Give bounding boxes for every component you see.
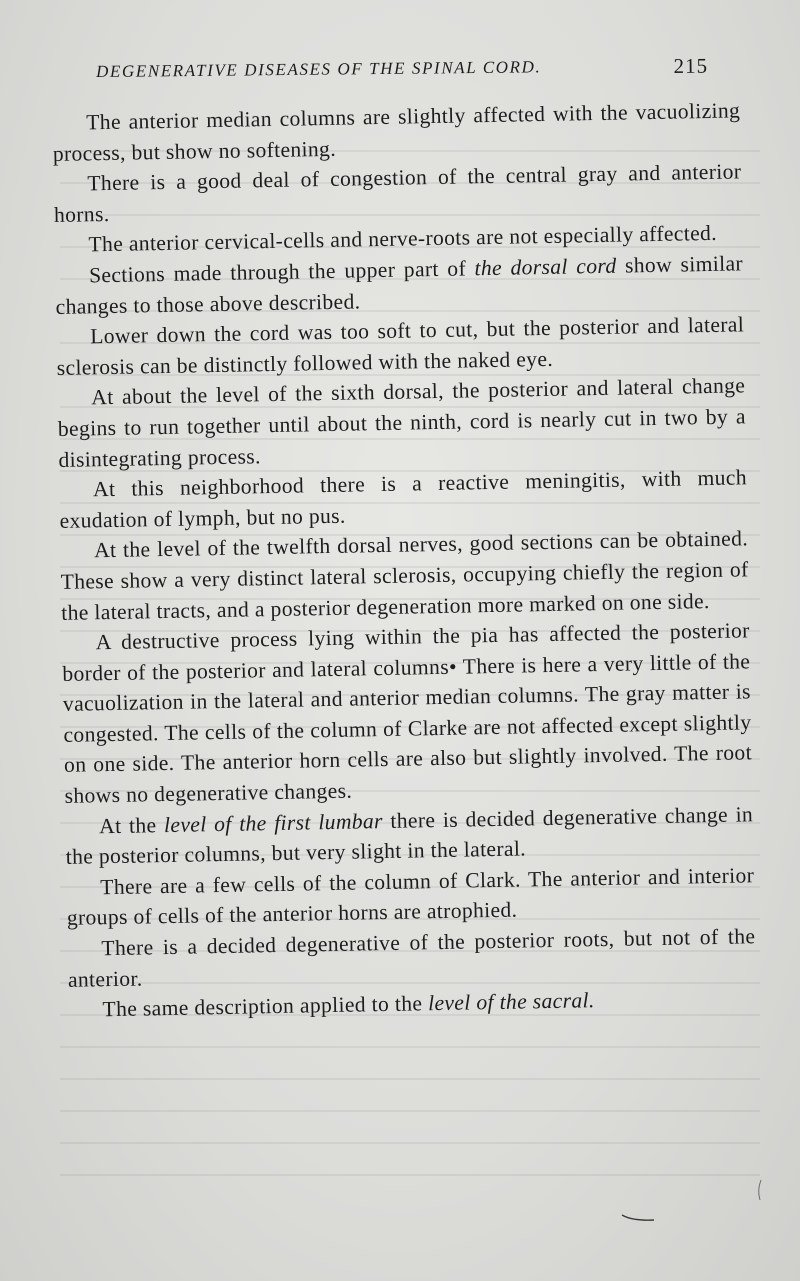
paragraph-10-after: there is decided degenerative change in the posterior columns, but very slight in the lateral.: [65, 801, 754, 870]
paragraph-4-after: show similar changes to those above described.: [55, 251, 744, 319]
paragraph-9: A destructive process lying within the pia has affected the posterior border of the posterior and lateral columns• There is here a very little of the vacuolization in the lateral and anterior median columns. The gray matter is congested. The cells of the column of Clarke are not affected except slightly on one side. The anterior horn cells are also but slightly involved. The root shows no degenerative changes.: [62, 618, 753, 808]
paragraph-6: At about the level of the sixth dorsal, the posterior and lateral change begins to run together until about the ninth, cord is nearly cut in two by a disintegrating process.: [57, 373, 746, 472]
pencil-mark: [620, 1212, 656, 1224]
paragraph-7: At this neighborhood there is a reactive meningitis, with much exudation of lymph, but no pus.: [59, 465, 748, 533]
page-header: [96, 53, 716, 82]
paragraph-1: The anterior median columns are slightly affected with the vacuolizing process, but show no softening.: [52, 98, 741, 166]
paragraph-4-italic: the dorsal cord: [474, 253, 617, 281]
paragraph-3: The anterior cervical-cells and nerve-roots are not especially affected.: [88, 221, 718, 257]
paragraph-5: Lower down the cord was too soft to cut, but the posterior and lateral sclerosis can be distinctly followed with the naked eye.: [56, 312, 745, 380]
page-number: 215: [673, 53, 709, 78]
paragraph-10-italic: level of the first lumbar: [163, 808, 384, 837]
body-text: [52, 95, 757, 1025]
paragraph-10-before: At the: [98, 812, 165, 838]
paragraph-8: At the level of the twelfth dorsal nerves, good sections can be obtained. These show a very distinct lateral sclerosis, occupying chiefly the region of the lateral tracts, and a posterior degeneration more marked on one side.: [60, 526, 749, 625]
paragraph-12: There is a decided degenerative of the posterior roots, but not of the anterior.: [67, 924, 756, 992]
margin-mark: [754, 1178, 764, 1202]
paragraph-11: There are a few cells of the column of Clark. The anterior and interior groups of cells of the anterior horns are atrophied.: [66, 863, 755, 931]
running-head: DEGENERATIVE DISEASES OF THE SPINAL CORD.: [96, 57, 542, 81]
paragraph-4-before: Sections made through the upper part of: [88, 256, 475, 288]
paragraph-13-italic: level of the sacral.: [427, 988, 595, 1016]
paragraph-13-before: The same description applied to the: [102, 991, 429, 1022]
paragraph-2: There is a good deal of congestion of the central gray and anterior horns.: [53, 159, 742, 227]
